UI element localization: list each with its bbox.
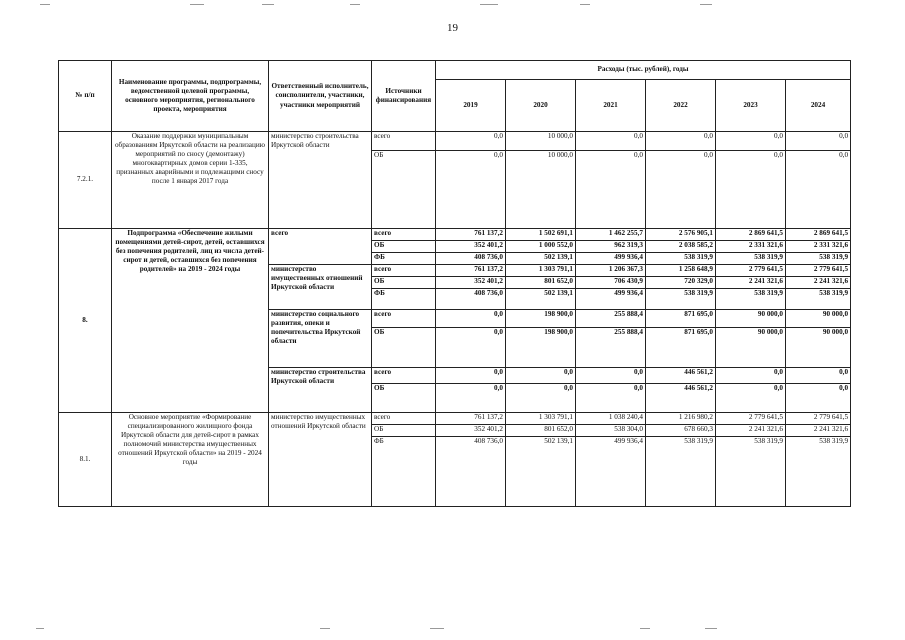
row-source: ОБ (372, 384, 436, 413)
row-value: 2 038 585,2 (646, 241, 716, 253)
row-value: 538 319,9 (646, 437, 716, 507)
row-source: всего (372, 132, 436, 151)
scan-marks-top (0, 4, 905, 12)
row-source: всего (372, 265, 436, 277)
row-responsible: всего (269, 229, 372, 265)
row-value: 538 304,0 (576, 425, 646, 437)
row-source: всего (372, 310, 436, 328)
row-name: Основное мероприятие «Формирование специализированного жилищного фонда Иркутской области для детей-сирот в рамках полномочий министерства имущественных отношений Иркутской области» на 2019 - 2024 годы (112, 413, 269, 507)
row-value: 0,0 (436, 368, 506, 384)
row-value: 255 888,4 (576, 328, 646, 368)
row-source: ФБ (372, 289, 436, 310)
row-value: 0,0 (716, 132, 786, 151)
header-responsible: Ответственный исполнитель, соисполнители, участники, участники мероприятий (269, 61, 372, 132)
row-value: 446 561,2 (646, 368, 716, 384)
row-value: 0,0 (576, 151, 646, 229)
scan-marks-bottom (0, 628, 905, 636)
row-source: ФБ (372, 253, 436, 265)
row-value: 0,0 (436, 132, 506, 151)
row-value: 538 319,9 (786, 437, 851, 507)
row-value: 2 241 321,6 (716, 425, 786, 437)
row-value: 538 319,9 (786, 289, 851, 310)
row-value: 352 401,2 (436, 241, 506, 253)
header-source: Источники финансирования (372, 61, 436, 132)
row-value: 2 576 905,1 (646, 229, 716, 241)
row-value: 2 779 641,5 (786, 413, 851, 425)
row-value: 198 900,0 (506, 310, 576, 328)
row-value: 1 000 552,0 (506, 241, 576, 253)
row-responsible: министерство строительства Иркутской области (269, 132, 372, 229)
row-value: 0,0 (716, 151, 786, 229)
page-number: 19 (447, 22, 458, 34)
header-year: 2023 (716, 80, 786, 132)
row-value: 90 000,0 (786, 328, 851, 368)
row-value: 0,0 (786, 368, 851, 384)
header-year: 2020 (506, 80, 576, 132)
row-value: 0,0 (786, 151, 851, 229)
row-value: 2 779 641,5 (716, 413, 786, 425)
row-value: 962 319,3 (576, 241, 646, 253)
row-value: 2 779 641,5 (716, 265, 786, 277)
row-value: 0,0 (506, 368, 576, 384)
row-value: 0,0 (436, 151, 506, 229)
table-row (59, 132, 851, 151)
header-row (59, 61, 851, 80)
row-value: 678 660,3 (646, 425, 716, 437)
row-value: 0,0 (436, 384, 506, 413)
row-value: 499 936,4 (576, 289, 646, 310)
row-responsible: министерство социального развития, опеки и попечительства Иркутской области (269, 310, 372, 368)
row-value: 2 241 321,6 (786, 425, 851, 437)
row-value: 499 936,4 (576, 437, 646, 507)
row-num: 7.2.1. (59, 132, 112, 229)
row-value: 255 888,4 (576, 310, 646, 328)
row-value: 761 137,2 (436, 413, 506, 425)
header-expenses: Расходы (тыс. рублей), годы (436, 61, 851, 80)
row-value: 0,0 (716, 368, 786, 384)
row-value: 502 139,1 (506, 289, 576, 310)
row-value: 706 430,9 (576, 277, 646, 289)
row-value: 0,0 (786, 384, 851, 413)
row-value: 538 319,9 (716, 253, 786, 265)
table-row (59, 229, 851, 241)
row-value: 871 695,0 (646, 310, 716, 328)
row-value: 2 331 321,6 (716, 241, 786, 253)
row-value: 90 000,0 (716, 310, 786, 328)
row-value: 0,0 (436, 328, 506, 368)
row-source: ОБ (372, 277, 436, 289)
table-row (59, 413, 851, 425)
row-value: 2 241 321,6 (786, 277, 851, 289)
row-num: 8. (59, 229, 112, 413)
row-num: 8.1. (59, 413, 112, 507)
row-value: 408 736,0 (436, 253, 506, 265)
row-value: 801 652,0 (506, 277, 576, 289)
header-year: 2019 (436, 80, 506, 132)
row-name: Оказание поддержки муниципальным образованиям Иркутской области на реализацию мероприятий по сносу (демонтажу) многоквартирных домов серии 1-335, признанных аварийными и подлежащими сносу после 1 января 2017 года (112, 132, 269, 229)
row-value: 90 000,0 (716, 328, 786, 368)
row-value: 761 137,2 (436, 229, 506, 241)
row-value: 0,0 (436, 310, 506, 328)
row-source: ОБ (372, 425, 436, 437)
row-value: 1 303 791,1 (506, 265, 576, 277)
header-num: № п/п (59, 61, 112, 132)
row-value: 0,0 (646, 132, 716, 151)
row-responsible: министерство имущественных отношений Иркутской области (269, 413, 372, 507)
header-year: 2021 (576, 80, 646, 132)
row-value: 538 319,9 (786, 253, 851, 265)
row-value: 10 000,0 (506, 151, 576, 229)
row-value: 499 936,4 (576, 253, 646, 265)
row-value: 720 329,0 (646, 277, 716, 289)
row-source: всего (372, 368, 436, 384)
row-value: 0,0 (576, 132, 646, 151)
row-value: 10 000,0 (506, 132, 576, 151)
row-value: 0,0 (506, 384, 576, 413)
row-value: 0,0 (716, 384, 786, 413)
row-source: ОБ (372, 241, 436, 253)
row-value: 1 038 240,4 (576, 413, 646, 425)
row-value: 871 695,0 (646, 328, 716, 368)
row-value: 801 652,0 (506, 425, 576, 437)
row-value: 2 779 641,5 (786, 265, 851, 277)
row-value: 761 137,2 (436, 265, 506, 277)
row-value: 538 319,9 (646, 253, 716, 265)
row-value: 502 139,1 (506, 253, 576, 265)
row-responsible: министерство строительства Иркутской области (269, 368, 372, 413)
row-value: 538 319,9 (716, 289, 786, 310)
row-value: 0,0 (786, 132, 851, 151)
row-value: 2 869 641,5 (716, 229, 786, 241)
row-value: 1 258 648,9 (646, 265, 716, 277)
row-source: ОБ (372, 328, 436, 368)
row-value: 0,0 (576, 368, 646, 384)
row-value: 1 206 367,3 (576, 265, 646, 277)
row-value: 2 869 641,5 (786, 229, 851, 241)
row-value: 352 401,2 (436, 277, 506, 289)
row-responsible: министерство имущественных отношений Иркутской области (269, 265, 372, 310)
row-value: 90 000,0 (786, 310, 851, 328)
row-value: 1 303 791,1 (506, 413, 576, 425)
row-name: Подпрограмма «Обеспечение жилыми помещениями детей-сирот, детей, оставшихся без попечения родителей, лиц из числа детей-сирот и детей, оставшихся без попечения родителей» на 2019 - 2024 годы (112, 229, 269, 413)
row-source: ФБ (372, 437, 436, 507)
row-source: всего (372, 413, 436, 425)
header-year: 2024 (786, 80, 851, 132)
row-value: 408 736,0 (436, 437, 506, 507)
row-value: 2 331 321,6 (786, 241, 851, 253)
header-name: Наименование программы, подпрограммы, ведомственной целевой программы, основного мероприятия, регионального проекта, мероприятия (112, 61, 269, 132)
row-value: 198 900,0 (506, 328, 576, 368)
row-value: 538 319,9 (646, 289, 716, 310)
row-value: 408 736,0 (436, 289, 506, 310)
row-source: всего (372, 229, 436, 241)
row-value: 0,0 (646, 151, 716, 229)
header-year: 2022 (646, 80, 716, 132)
row-value: 538 319,9 (716, 437, 786, 507)
financing-table (58, 60, 851, 507)
row-value: 2 241 321,6 (716, 277, 786, 289)
row-value: 1 502 691,1 (506, 229, 576, 241)
row-value: 1 216 980,2 (646, 413, 716, 425)
row-value: 1 462 255,7 (576, 229, 646, 241)
row-value: 446 561,2 (646, 384, 716, 413)
row-value: 0,0 (576, 384, 646, 413)
row-source: ОБ (372, 151, 436, 229)
row-value: 502 139,1 (506, 437, 576, 507)
row-value: 352 401,2 (436, 425, 506, 437)
